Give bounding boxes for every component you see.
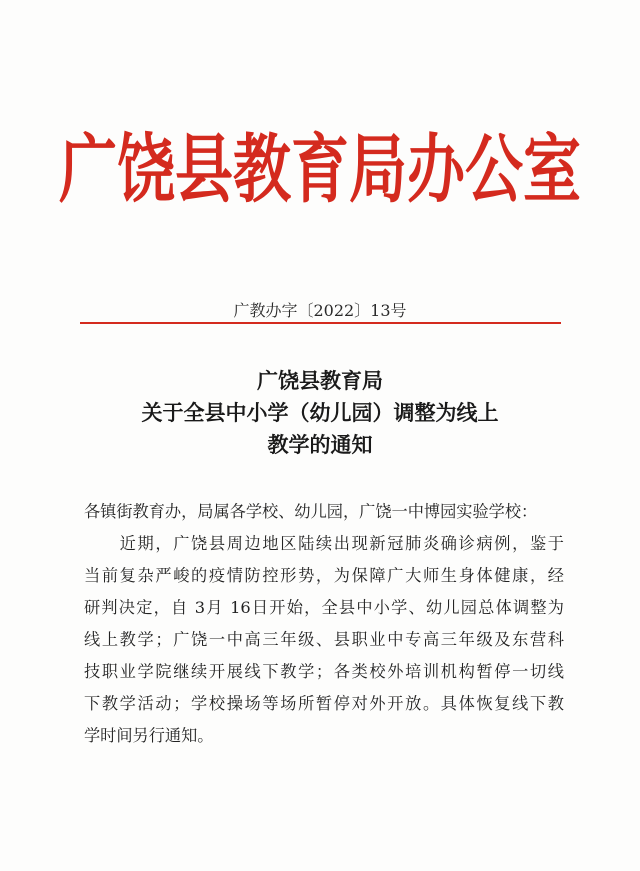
title-line-1: 广饶县教育局 — [257, 368, 383, 393]
body-line: 当前复杂严峻的疫情防控形势，为保障广大师生身体健康，经 — [84, 566, 564, 585]
body-line: 下教学活动；学校操场等场所暂停对外开放。具体恢复线下教 — [84, 694, 564, 713]
red-divider-line — [80, 322, 561, 324]
title-line-3: 教学的通知 — [267, 432, 373, 457]
body-line: 线上教学；广饶一中高三年级、县职业中专高三年级及东营科 — [84, 630, 564, 649]
body-line: 学时间另行通知。 — [84, 726, 214, 745]
document-title — [0, 365, 640, 461]
body-line: 近期，广饶县周边地区陆续出现新冠肺炎确诊病例，鉴于 — [84, 534, 564, 553]
salutation: 各镇街教育办，局属各学校、幼儿园，广饶一中博园实验学校： — [84, 502, 538, 521]
issuer-letterhead: 广饶县教育局办公室 — [58, 125, 581, 213]
document-body — [84, 496, 564, 752]
document-number: 广教办字〔2022〕13号 — [233, 301, 407, 320]
body-line: 技职业学院继续开展线下教学；各类校外培训机构暂停一切线 — [84, 662, 564, 681]
body-line: 研判决定，自 3月 16日开始，全县中小学、幼儿园总体调整为 — [84, 598, 564, 617]
title-line-2: 关于全县中小学（幼儿园）调整为线上 — [141, 400, 499, 425]
